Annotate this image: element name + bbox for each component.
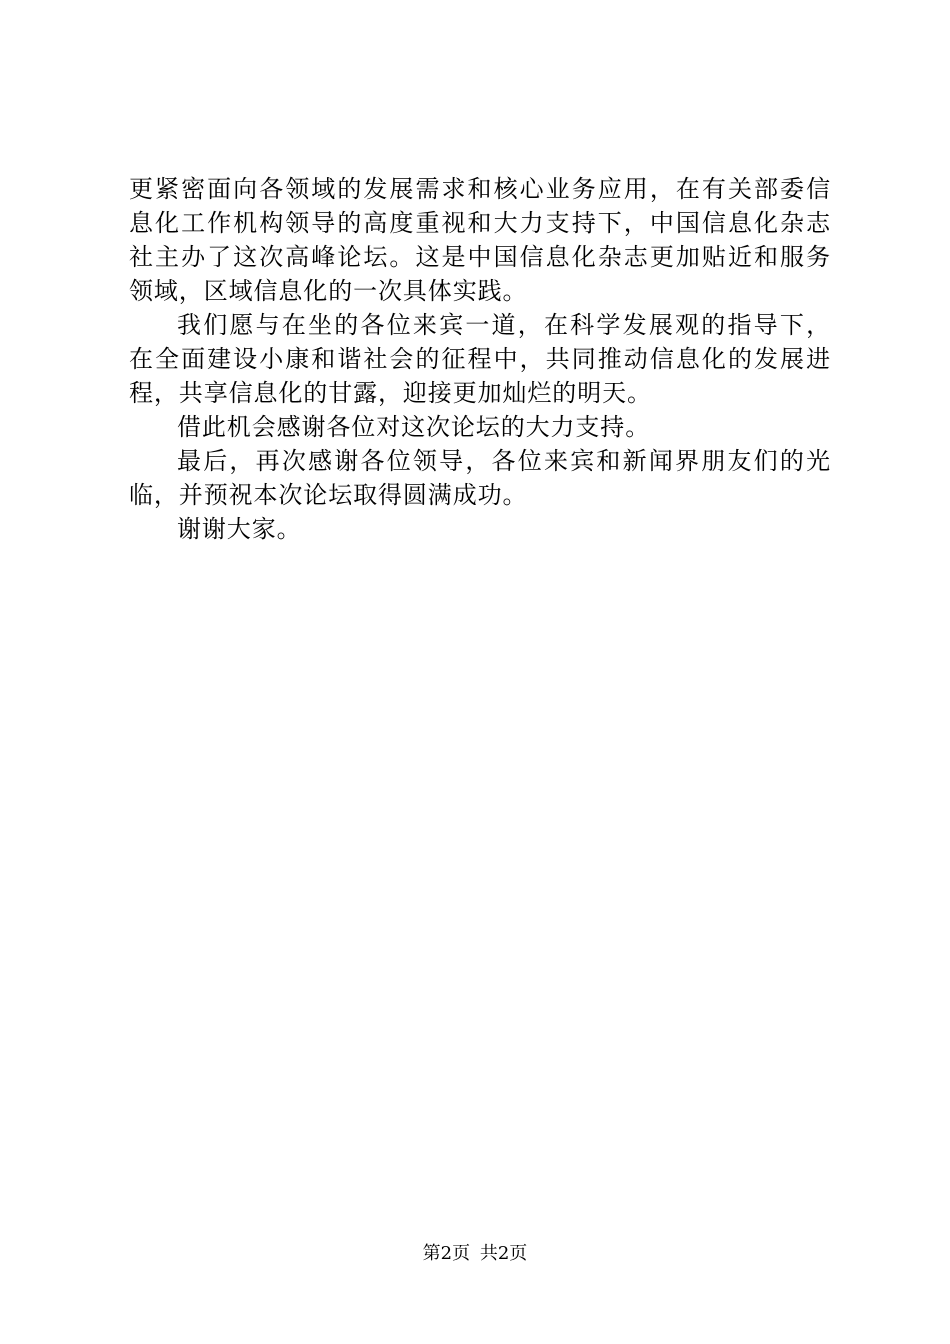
page-footer: [0, 1242, 950, 1266]
paragraph-line: 借此机会感谢各位对这次论坛的大力支持。: [177, 413, 651, 441]
document-body: [129, 172, 831, 546]
paragraph-line: 社主办了这次高峰论坛。这是中国信息化杂志更加贴近和服务: [129, 243, 831, 271]
paragraph-1: [129, 172, 831, 308]
paragraph-5: [129, 512, 831, 546]
paragraph-line: 更紧密面向各领域的发展需求和核心业务应用，在有关部委信: [129, 175, 831, 203]
paragraph-line: 在全面建设小康和谐社会的征程中，共同推动信息化的发展进: [129, 345, 831, 373]
paragraph-line: 程，共享信息化的甘露，迎接更加灿烂的明天。: [129, 379, 652, 407]
page-total: 共2页: [479, 1243, 528, 1264]
paragraph-3: [129, 410, 831, 444]
page-number: 第2页: [422, 1243, 471, 1264]
paragraph-line: 谢谢大家。: [177, 515, 302, 543]
paragraph-line: 最后，再次感谢各位领导，各位来宾和新闻界朋友们的光: [177, 447, 831, 475]
paragraph-2: [129, 308, 831, 410]
paragraph-line: 息化工作机构领导的高度重视和大力支持下，中国信息化杂志: [129, 209, 831, 237]
paragraph-4: [129, 444, 831, 512]
paragraph-line: 领域，区域信息化的一次具体实践。: [129, 277, 528, 305]
paragraph-line: 临，并预祝本次论坛取得圆满成功。: [129, 481, 528, 509]
paragraph-line: 我们愿与在坐的各位来宾一道，在科学发展观的指导下，: [177, 311, 831, 339]
